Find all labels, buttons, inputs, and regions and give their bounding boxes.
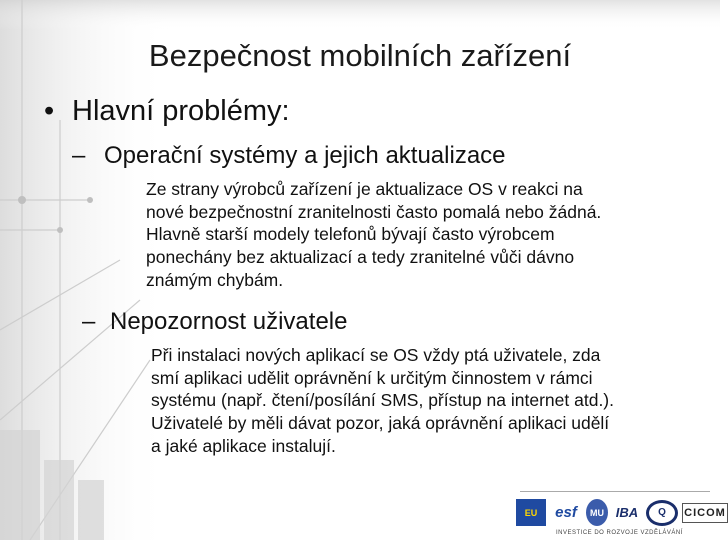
section-body-os: Ze strany výrobců zařízení je aktualizace OS v reakci na nové bezpečnostní zranitelnosti často pomalá nebo žádná. Hlavně starší modely telefonů bývají často výrobcem ponechány bez aktualizací a tedy zranitelné vůči dávno známým chybám. <box>146 179 602 290</box>
eu-flag-logo: EU <box>516 499 546 526</box>
footer-caption: INVESTICE DO ROZVOJE VZDĚLÁVÁNÍ <box>556 530 683 536</box>
bullet-marker: • <box>44 95 55 127</box>
fineprint-lines <box>520 490 710 494</box>
main-bullet <box>44 95 290 128</box>
footer-fineprint <box>520 490 710 495</box>
slide-title: Bezpečnost mobilních zařízení <box>148 38 572 73</box>
section-heading-os <box>72 142 506 170</box>
section-body-user: Při instalaci nových aplikací se OS vždy ptá uživatele, zda smí aplikaci udělit oprávnění k určitým činnostem v rámci systému (např. čtení/posílání SMS, přístup na internet atd.). Uživatelé by měli dávat pozor, jaká oprávnění aplikaci udělí a jaké aplikace instalují. <box>151 345 614 456</box>
footer-logos <box>516 499 728 526</box>
q-logo: Q <box>646 500 678 526</box>
main-bullet-text: Hlavní problémy: <box>72 95 290 127</box>
cicom-logo: CICOM <box>682 503 728 523</box>
section-heading-user <box>82 308 347 336</box>
iba-logo: IBA <box>615 505 639 520</box>
dash-marker: – <box>72 142 86 169</box>
esf-logo: esf <box>555 504 577 521</box>
mu-logo: MU <box>586 499 608 526</box>
dash-marker: – <box>82 308 96 335</box>
section-heading-text: Operační systémy a jejich aktualizace <box>104 142 506 169</box>
section-heading-text: Nepozornost uživatele <box>110 308 348 335</box>
